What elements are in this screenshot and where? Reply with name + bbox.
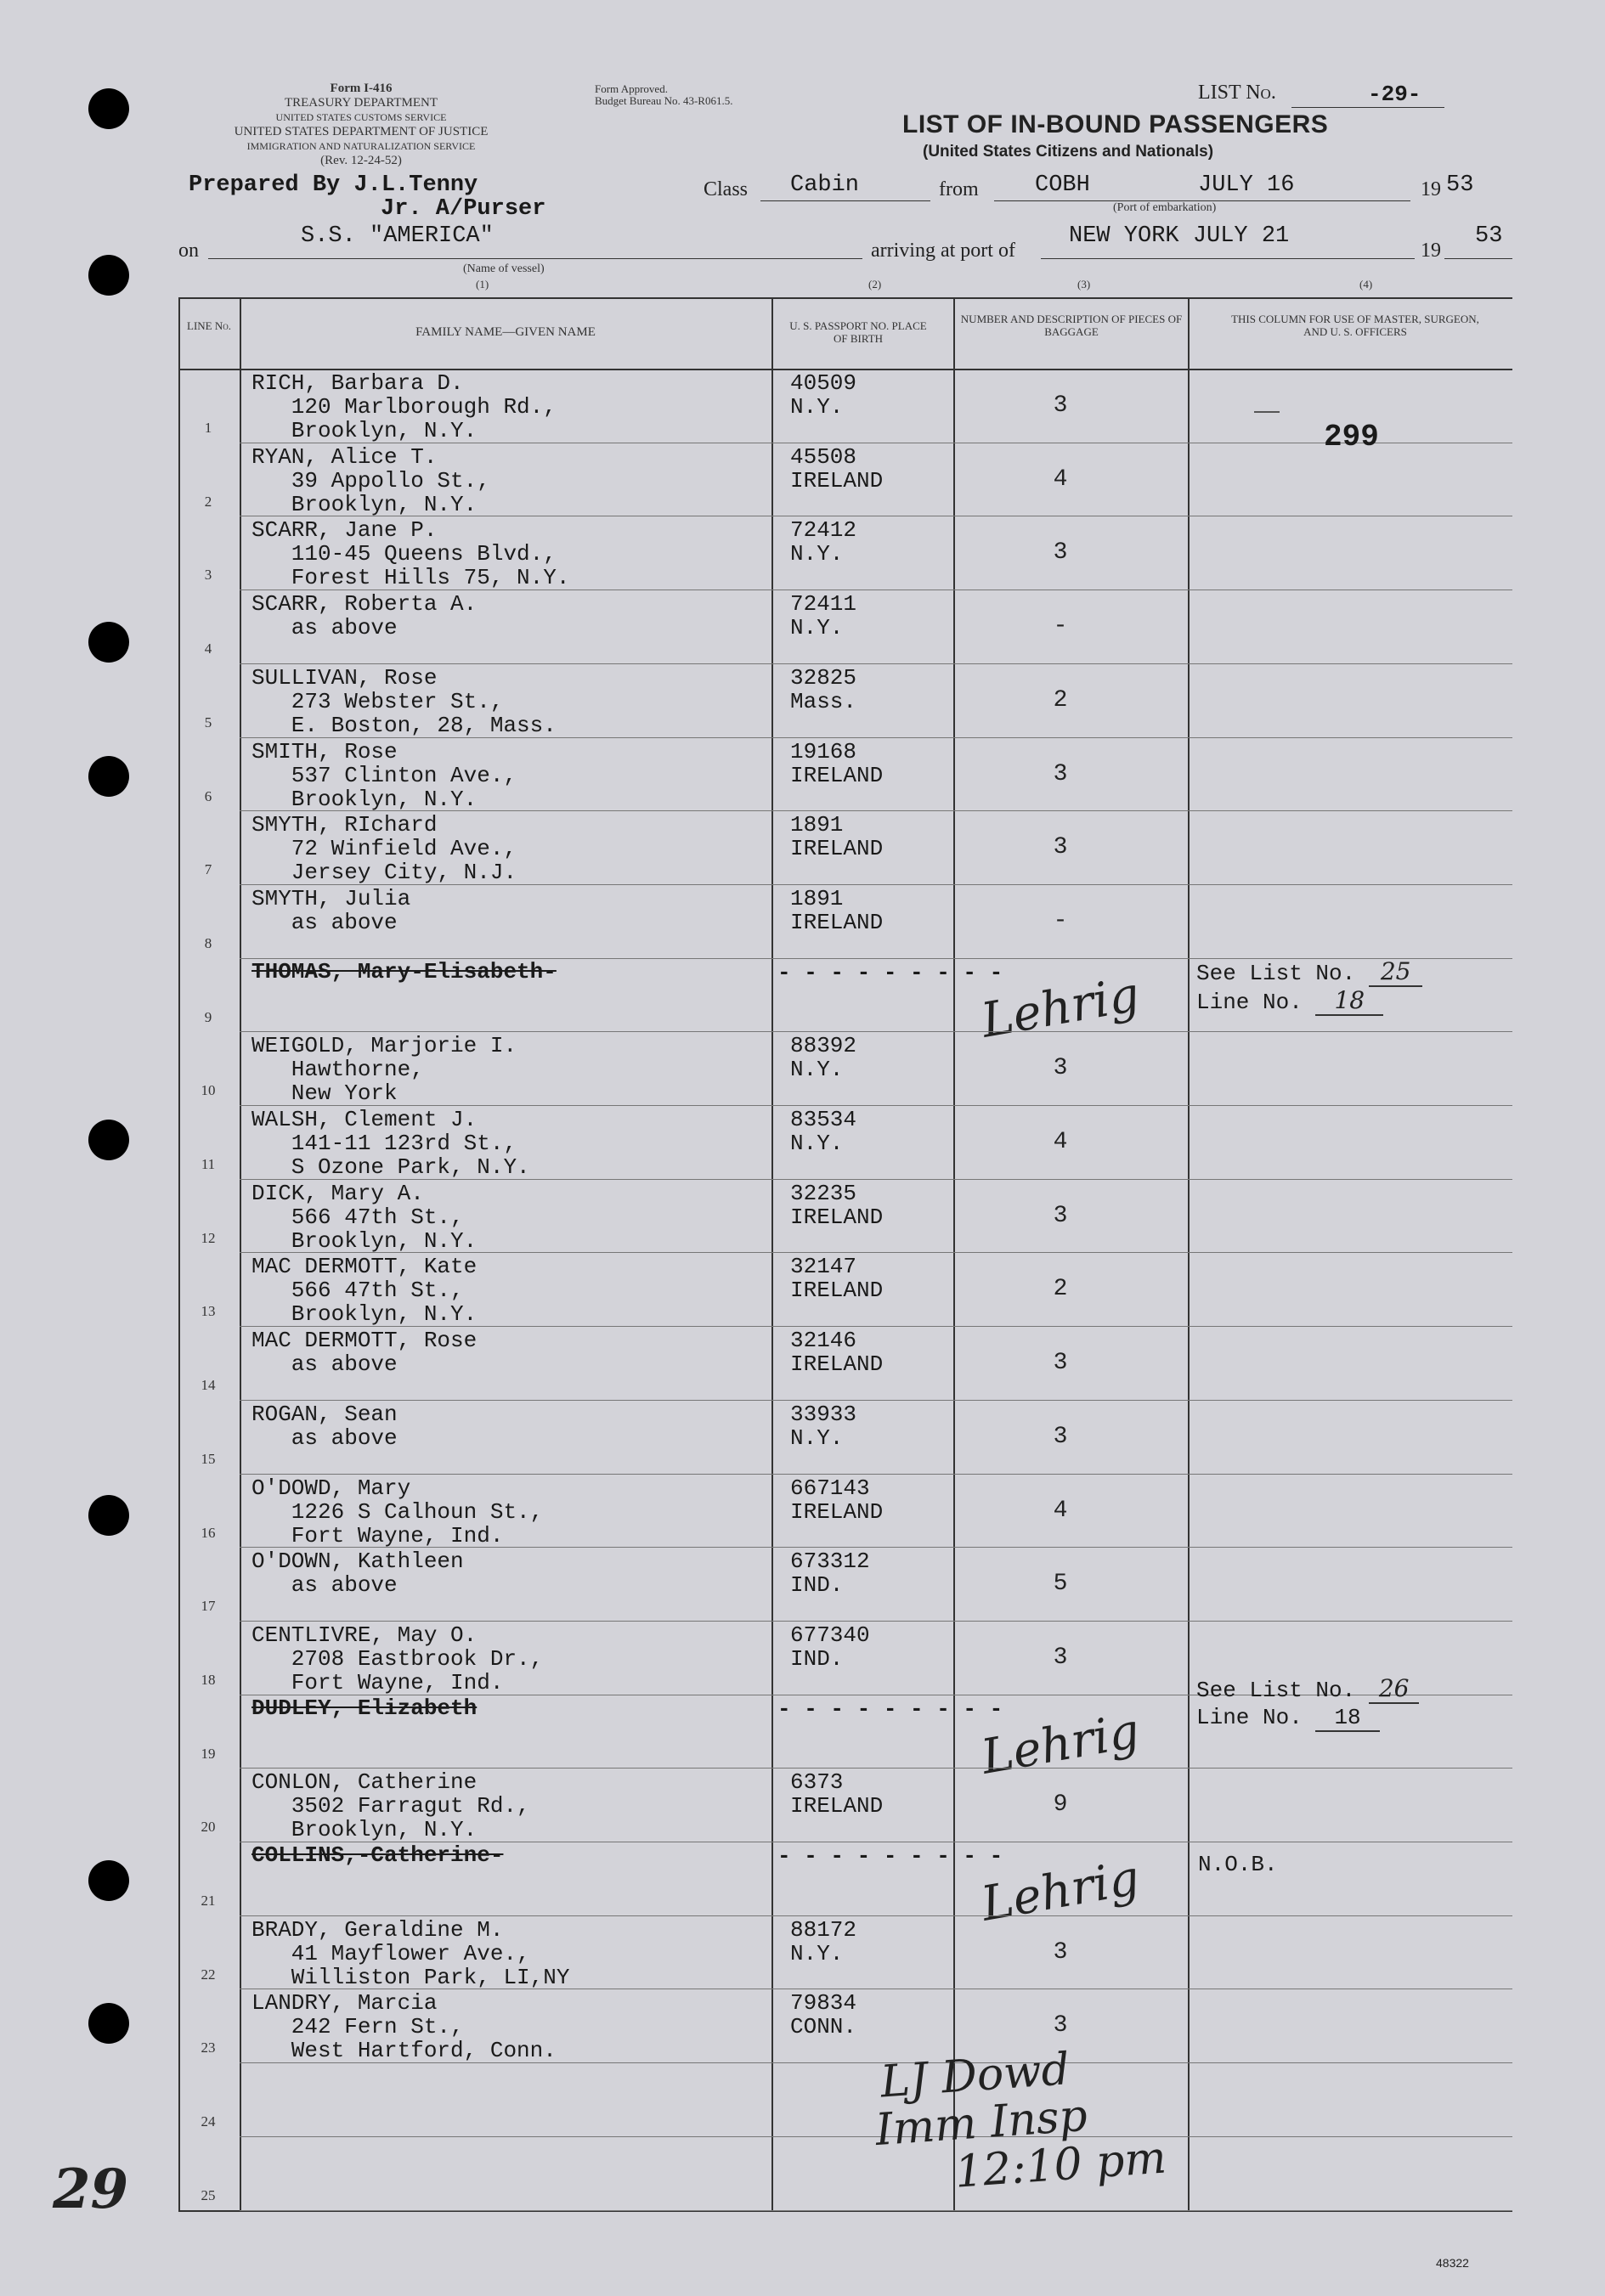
- department-justice: UNITED STATES DEPARTMENT OF JUSTICE: [234, 125, 489, 138]
- row-divider: [240, 1915, 1512, 1916]
- baggage-handwritten-note: Lehrig: [977, 966, 1144, 1049]
- punch-hole: [88, 622, 129, 663]
- passport-birthplace: 32146 IRELAND: [790, 1328, 884, 1378]
- count-dash: [1254, 411, 1280, 413]
- line-number: 12: [201, 1229, 216, 1246]
- agency-block: [174, 82, 548, 168]
- line-number: 19: [201, 1745, 216, 1762]
- passport-birthplace: 88392 N.Y.: [790, 1033, 857, 1083]
- passport-birthplace: 33933 N.Y.: [790, 1401, 857, 1451]
- inspector-signature: [873, 2039, 1168, 2202]
- col-num-4: (4): [1359, 278, 1373, 291]
- line-number: 7: [204, 861, 212, 878]
- list-number-label: LIST No.: [1198, 82, 1276, 104]
- vessel-underline: [208, 258, 862, 259]
- passenger-name-address: WEIGOLD, Marjorie I. Hawthorne, New York: [251, 1033, 517, 1107]
- line-number: 16: [201, 1524, 216, 1541]
- passenger-name-address: DICK, Mary A. 566 47th St., Brooklyn, N.Y.: [251, 1180, 478, 1254]
- row-divider: [240, 810, 1512, 811]
- col-header-passport: U. S. PASSPORT NO. PLACE OF BIRTH: [789, 319, 927, 345]
- list-number-underline: [1291, 107, 1444, 108]
- row-divider: [240, 1474, 1512, 1475]
- see-list-label: See List No.: [1196, 961, 1356, 986]
- baggage-count: 9: [1053, 1791, 1068, 1819]
- passport-birthplace: 72411 N.Y.: [790, 591, 857, 641]
- passenger-name-address: WALSH, Clement J. 141-11 123rd St., S Ozone Park, N.Y.: [251, 1107, 530, 1180]
- document-title: LIST OF IN-BOUND PASSENGERS: [902, 110, 1329, 138]
- col-num-2: (2): [868, 278, 882, 291]
- department-treasury: TREASURY DEPARTMENT: [284, 96, 438, 110]
- passenger-name-address: O'DOWN, Kathleen as above: [251, 1549, 464, 1599]
- arrival-year-prefix: 19: [1421, 240, 1441, 262]
- see-list-label: See List No.: [1196, 1678, 1356, 1703]
- note-line19: [1196, 1675, 1419, 1731]
- baggage-count: 3: [1053, 1350, 1068, 1377]
- baggage-count: 2: [1053, 1276, 1068, 1303]
- year-underline: [1444, 258, 1512, 259]
- passenger-name-address: CONLON, Catherine 3502 Farragut Rd., Brooklyn, N.Y.: [251, 1769, 530, 1843]
- passport-birthplace: 1891 IRELAND: [790, 885, 884, 935]
- see-list-value: 25: [1369, 957, 1423, 987]
- line-no-value: 18: [1315, 1705, 1379, 1732]
- passport-birthplace: 19168 IRELAND: [790, 738, 884, 788]
- baggage-count: 5: [1053, 1571, 1068, 1598]
- passport-birthplace: 32825 Mass.: [790, 664, 857, 714]
- passport-birthplace: - - - - - - - - -: [777, 959, 1003, 985]
- punch-hole: [88, 2003, 129, 2044]
- prepared-by: Prepared By J.L.Tenny: [189, 172, 478, 198]
- class-underline: [760, 200, 930, 201]
- approval-block: [595, 83, 732, 107]
- embark-date: JULY 16: [1198, 172, 1295, 198]
- line-number: 18: [201, 1671, 216, 1688]
- punch-hole: [88, 1495, 129, 1536]
- baggage-count: 3: [1053, 392, 1068, 419]
- passport-birthplace: 83534 N.Y.: [790, 1107, 857, 1156]
- row-divider: [240, 2210, 1512, 2211]
- signature-name: LJ Dowd: [879, 2044, 1071, 2108]
- line-number: 23: [201, 2039, 216, 2056]
- passenger-name-address: COLLINS,-Catherine-: [251, 1842, 504, 1868]
- line-number: 20: [201, 1819, 216, 1836]
- class-value: Cabin: [790, 172, 860, 198]
- baggage-count: 3: [1053, 1055, 1068, 1082]
- baggage-count: -: [1053, 613, 1068, 640]
- line-number: 6: [204, 787, 212, 804]
- see-list-value: 26: [1369, 1674, 1420, 1704]
- passenger-name-address: RYAN, Alice T. 39 Appollo St., Brooklyn, N.Y.: [251, 443, 490, 517]
- line-number: 15: [201, 1450, 216, 1467]
- baggage-count: 4: [1053, 1129, 1068, 1155]
- row-divider: [240, 1252, 1512, 1253]
- baggage-count: 3: [1053, 760, 1068, 787]
- vessel-name: S.S. "AMERICA": [301, 223, 494, 249]
- passport-birthplace: 667143 IRELAND: [790, 1475, 884, 1525]
- col-divider-4: [1188, 297, 1190, 2210]
- passport-birthplace: 673312 IND.: [790, 1549, 870, 1599]
- passenger-name-address: O'DOWD, Mary 1226 S Calhoun St., Fort Wayne, Ind.: [251, 1475, 544, 1549]
- row-divider: [240, 1105, 1512, 1106]
- col-num-1: (1): [476, 278, 489, 291]
- passenger-name-address: SCARR, Jane P. 110-45 Queens Blvd., Forest Hills 75, N.Y.: [251, 517, 570, 591]
- punch-hole: [88, 1120, 129, 1160]
- line-number: 2: [204, 493, 212, 510]
- passenger-name-address: CENTLIVRE, May O. 2708 Eastbrook Dr., Fort Wayne, Ind.: [251, 1622, 544, 1695]
- baggage-count: 2: [1053, 686, 1068, 714]
- service-customs: UNITED STATES CUSTOMS SERVICE: [275, 111, 447, 123]
- baggage-count: 3: [1053, 1938, 1068, 1966]
- passport-birthplace: 32147 IRELAND: [790, 1254, 884, 1304]
- passenger-name-address: SMITH, Rose 537 Clinton Ave., Brooklyn, N.Y.: [251, 738, 517, 812]
- punch-hole: [88, 255, 129, 296]
- on-label: on: [178, 240, 199, 262]
- passenger-name-address: DUDLEY, Elizabeth: [251, 1695, 478, 1721]
- row-divider: [240, 1179, 1512, 1180]
- service-immigration: IMMIGRATION AND NATURALIZATION SERVICE: [246, 140, 476, 152]
- form-code: 48322: [1436, 2256, 1469, 2270]
- row-divider: [240, 737, 1512, 738]
- corner-page-mark: 29: [53, 2158, 129, 2221]
- passport-birthplace: 677340 IND.: [790, 1622, 870, 1672]
- line-number: 8: [204, 934, 212, 951]
- col-num-3: (3): [1077, 278, 1091, 291]
- row-divider: [240, 1621, 1512, 1622]
- embark-port: COBH: [1035, 172, 1090, 198]
- line-number: 22: [201, 1966, 216, 1983]
- row-divider: [240, 884, 1512, 885]
- arrival-year: 53: [1475, 223, 1503, 249]
- signature-time: 12:10 pm: [953, 2132, 1168, 2198]
- line-number: 9: [204, 1008, 212, 1025]
- line-number: 5: [204, 714, 212, 731]
- line-number: 13: [201, 1303, 216, 1320]
- passenger-name-address: ROGAN, Sean as above: [251, 1401, 398, 1451]
- passenger-name-address: SULLIVAN, Rose 273 Webster St., E. Boston, 28, Mass.: [251, 664, 557, 738]
- passport-birthplace: 88172 N.Y.: [790, 1916, 857, 1966]
- line-number: 1: [204, 420, 212, 436]
- passenger-name-address: MAC DERMOTT, Rose as above: [251, 1328, 478, 1378]
- passenger-name-address: MAC DERMOTT, Kate 566 47th St., Brooklyn, N.Y.: [251, 1254, 478, 1328]
- form-number: Form I-416: [330, 82, 393, 95]
- col-header-line-no: LINE No.: [187, 319, 231, 332]
- document-subtitle: (United States Citizens and Nationals): [923, 143, 1214, 161]
- punch-hole: [88, 1860, 129, 1901]
- col-header-baggage: NUMBER AND DESCRIPTION OF PIECES OF BAGGAGE: [960, 313, 1183, 338]
- row-divider: [240, 2062, 1512, 2063]
- passport-birthplace: 45508 IRELAND: [790, 443, 884, 494]
- line-number: 10: [201, 1082, 216, 1099]
- baggage-count: 4: [1053, 465, 1068, 493]
- approval-line-1: Form Approved.: [595, 82, 668, 95]
- line-number: 14: [201, 1377, 216, 1394]
- passport-birthplace: 40509 N.Y.: [790, 370, 857, 420]
- passenger-name-address: RICH, Barbara D. 120 Marlborough Rd., Brooklyn, N.Y.: [251, 370, 557, 443]
- col-header-officers: THIS COLUMN FOR USE OF MASTER, SURGEON, AND U. S. OFFICERS: [1231, 313, 1479, 338]
- col-divider-3: [953, 297, 955, 2210]
- punch-hole: [88, 756, 129, 797]
- approval-line-2: Budget Bureau No. 43-R061.5.: [595, 94, 733, 107]
- table-left-border: [178, 297, 180, 2210]
- baggage-count: 3: [1053, 1644, 1068, 1671]
- form-revision: (Rev. 12-24-52): [320, 154, 402, 167]
- baggage-count: 3: [1053, 1202, 1068, 1229]
- note-line21: N.O.B.: [1198, 1852, 1278, 1877]
- arrival-port-date: NEW YORK JULY 21: [1069, 223, 1290, 249]
- baggage-count: -: [1053, 907, 1068, 934]
- signature-title: Imm Insp: [873, 2090, 1089, 2157]
- baggage-count: 3: [1053, 834, 1068, 861]
- col-divider-2: [771, 297, 773, 2210]
- line-number: 21: [201, 1893, 216, 1909]
- col-divider-1: [240, 297, 241, 2210]
- line-number: 17: [201, 1598, 216, 1615]
- line-no-label: Line No.: [1196, 1705, 1303, 1730]
- list-number: [1198, 82, 1453, 107]
- row-divider: [240, 1326, 1512, 1327]
- line-number: 4: [204, 640, 212, 657]
- baggage-handwritten-note: Lehrig: [977, 1850, 1144, 1932]
- passport-birthplace: - - - - - - - - -: [777, 1843, 1003, 1869]
- line-no-label: Line No.: [1196, 990, 1303, 1015]
- passenger-name-address: BRADY, Geraldine M. 41 Mayflower Ave., Williston Park, LI,NY: [251, 1916, 570, 1990]
- baggage-count: 3: [1053, 2012, 1068, 2039]
- embark-year: 53: [1446, 172, 1474, 198]
- row-divider: [240, 1768, 1512, 1769]
- arriving-label: arriving at port of: [871, 240, 1015, 262]
- punch-hole: [88, 88, 129, 129]
- passenger-name-address: THOMAS, Mary-Elisabeth-: [251, 958, 557, 984]
- line-number: 11: [201, 1156, 216, 1172]
- passport-birthplace: 32235 IRELAND: [790, 1180, 884, 1230]
- arrival-underline: [1041, 258, 1415, 259]
- count-mark: 299: [1324, 420, 1379, 454]
- port-embark-caption: (Port of embarkation): [1113, 201, 1217, 214]
- note-line9: [1196, 958, 1422, 1016]
- passport-birthplace: 6373 IRELAND: [790, 1769, 884, 1819]
- row-divider: [240, 1547, 1512, 1548]
- passenger-name-address: SCARR, Roberta A. as above: [251, 591, 478, 641]
- passport-birthplace: 1891 IRELAND: [790, 812, 884, 862]
- line-number: 25: [201, 2186, 216, 2203]
- vessel-caption: (Name of vessel): [463, 262, 545, 275]
- table-top-rule: [178, 297, 1512, 299]
- passport-birthplace: - - - - - - - - -: [777, 1695, 1003, 1722]
- passenger-name-address: SMYTH, Julia as above: [251, 885, 411, 935]
- passport-birthplace: 72412 N.Y.: [790, 517, 857, 567]
- row-divider: [240, 1031, 1512, 1032]
- baggage-count: 4: [1053, 1497, 1068, 1524]
- class-label: Class: [704, 178, 749, 200]
- embark-year-prefix: 19: [1421, 178, 1441, 200]
- passenger-name-address: LANDRY, Marcia 242 Fern St., West Hartford, Conn.: [251, 1990, 557, 2064]
- prepared-by-title: Jr. A/Purser: [381, 196, 546, 222]
- list-number-value: -29-: [1368, 82, 1421, 107]
- col-header-name: FAMILY NAME—GIVEN NAME: [415, 325, 596, 339]
- baggage-count: 3: [1053, 1423, 1068, 1450]
- passport-birthplace: 79834 CONN.: [790, 1990, 857, 2040]
- line-no-value: 18: [1315, 986, 1383, 1016]
- line-number: 24: [201, 2113, 216, 2130]
- row-divider: [240, 1400, 1512, 1401]
- passenger-name-address: SMYTH, RIchard 72 Winfield Ave., Jersey City, N.J.: [251, 812, 517, 886]
- row-divider: [240, 663, 1512, 664]
- from-label: from: [939, 178, 979, 200]
- baggage-handwritten-note: Lehrig: [977, 1702, 1144, 1785]
- baggage-count: 3: [1053, 539, 1068, 567]
- line-number: 3: [204, 567, 212, 584]
